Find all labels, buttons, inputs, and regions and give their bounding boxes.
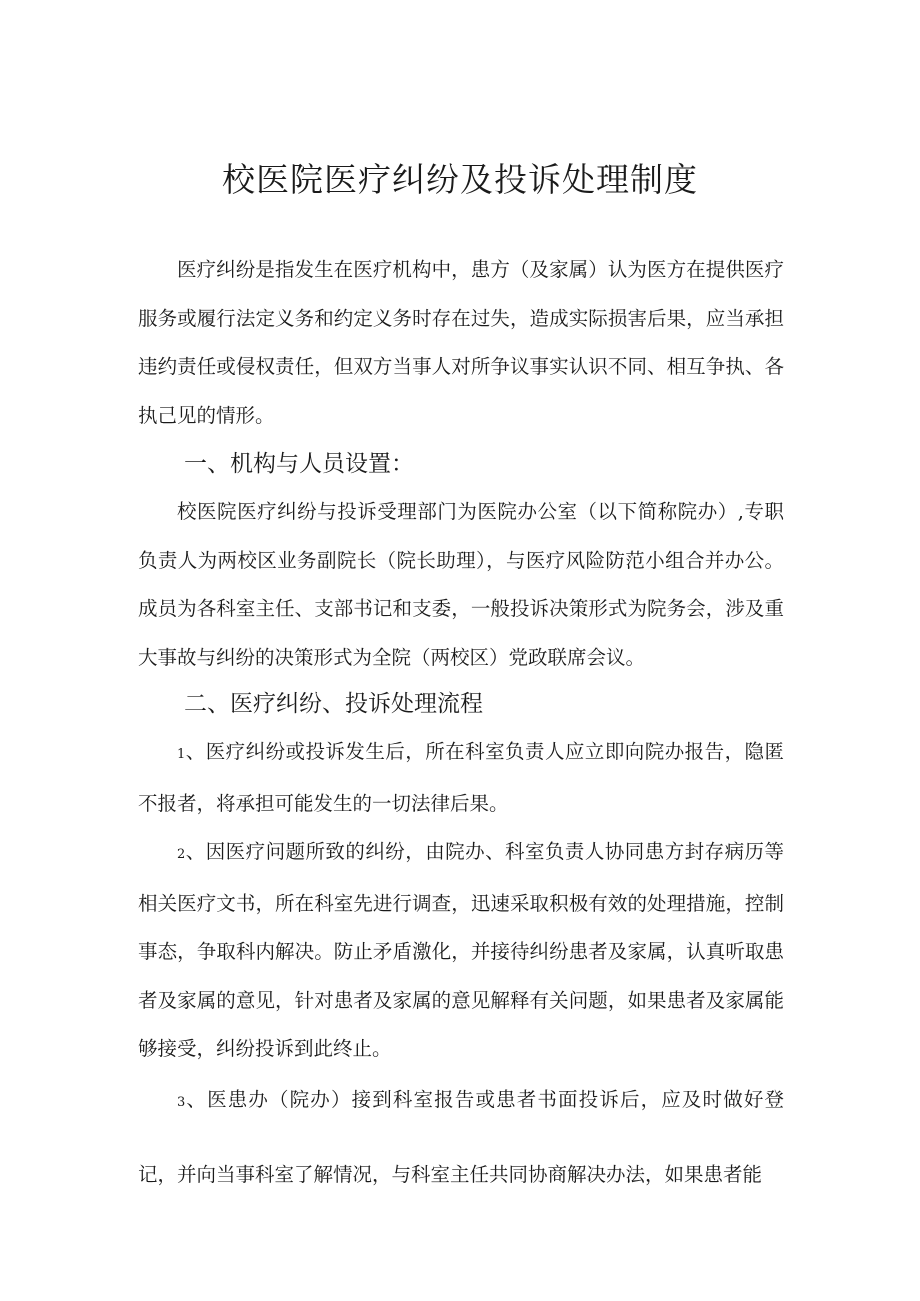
section-2-item-3-block <box>138 1064 784 1211</box>
section-1 <box>138 440 784 682</box>
item-3-number: 3 <box>177 1095 186 1110</box>
item-1-text: 、医疗纠纷或投诉发生后，所在科室负责人应立即向院办报告，隐匿不报者，将承担可能发生的一切法律后果。 <box>138 740 784 815</box>
item-2-number: 2 <box>177 847 186 862</box>
document-title: 校医院医疗纠纷及投诉处理制度 <box>222 160 698 199</box>
section-2 <box>138 680 784 1074</box>
section-2-heading: 二、医疗纠纷、投诉处理流程 <box>184 691 483 717</box>
item-1-number: 1 <box>177 747 186 762</box>
section-2-item-1 <box>138 728 784 828</box>
section-2-item-3 <box>138 1064 784 1211</box>
intro-block <box>138 246 784 440</box>
section-1-heading: 一、机构与人员设置： <box>184 451 414 477</box>
section-2-item-2 <box>138 828 784 1074</box>
section-1-paragraph: 校医院医疗纠纷与投诉受理部门为医院办公室（以下简称院办）,专职负责人为两校区业务副院长（院长助理），与医疗风险防范小组合并办公。成员为各科室主任、支部书记和支委，一般投诉决策形式为院务会，涉及重大事故与纠纷的决策形式为全院（两校区）党政联席会议。 <box>138 500 784 669</box>
intro-paragraph: 医疗纠纷是指发生在医疗机构中，患方（及家属）认为医方在提供医疗服务或履行法定义务和约定义务时存在过失，造成实际损害后果，应当承担违约责任或侵权责任，但双方当事人对所争议事实认识不同、相互争执、各执己见的情形。 <box>138 258 784 427</box>
item-3-text: 、医患办（院办）接到科室报告或患者书面投诉后，应及时做好登记，并向当事科室了解情况，与科室主任共同协商解决办法，如果患者能 <box>138 1088 784 1186</box>
item-2-text: 、因医疗问题所致的纠纷，由院办、科室负责人协同患方封存病历等相关医疗文书，所在科室先进行调查，迅速采取积极有效的处理措施，控制事态，争取科内解决。防止矛盾激化，并接待纠纷患者及家属，认真听取患者及家属的意见，针对患者及家属的意见解释有关问题，如果患者及家属能够接受，纠纷投诉到此终止。 <box>138 840 784 1060</box>
